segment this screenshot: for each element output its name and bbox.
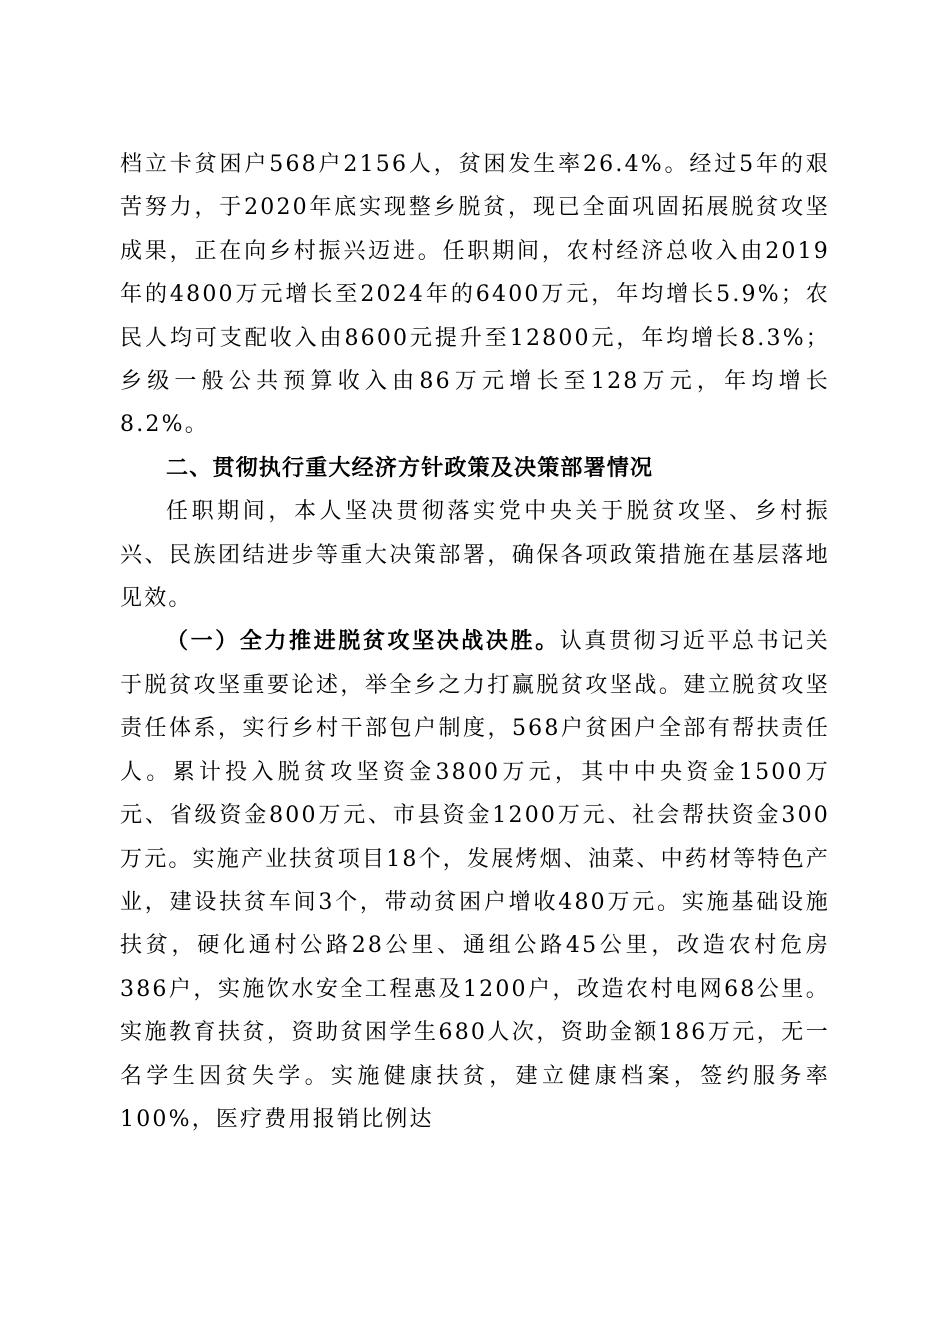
subsection-text: 认真贯彻习近平总书记关于脱贫攻坚重要论述，举全乡之力打赢脱贫攻坚战。建立脱贫攻坚责任体系，实行乡村干部包户制度，568户贫困户全部有帮扶责任人。累计投入脱贫攻坚资金3800万元，其中中央资金1500万元、省级资金800万元、市县资金1200万元、社会帮扶资金300万元。实施产业扶贫项目18个，发展烤烟、油菜、中药材等特色产业，建设扶贫车间3个，带动贫困户增收480万元。实施基础设施扶贫，硬化通村公路28公里、通组公路45公里，改造农村危房386户，实施饮水安全工程惠及1200户，改造农村电网68公里。实施教育扶贫，资助贫困学生680人次，资助金额186万元，无一名学生因贫失学。实施健康扶贫，建立健康档案，签约服务率100%，医疗费用报销比例达 bbox=[120, 629, 831, 1132]
section-heading: 二、贯彻执行重大经济方针政策及决策部署情况 bbox=[166, 454, 654, 481]
body-paragraph-subsection bbox=[120, 620, 830, 1141]
document-page bbox=[120, 143, 830, 1141]
subsection-title: （一）全力推进脱贫攻坚决战决胜。 bbox=[166, 628, 560, 655]
body-paragraph-continued: 档立卡贫困户568户2156人，贫困发生率26.4%。经过5年的艰苦努力，于2020年底实现整乡脱贫，现已全面巩固拓展脱贫攻坚成果，正在向乡村振兴迈进。任职期间，农村经济总收入由2019年的4800万元增长至2024年的6400万元，年均增长5.9%；农民人均可支配收入由8600元提升至12800元，年均增长8.3%；乡级一般公共预算收入由86万元增长至128万元，年均增长8.2%。 bbox=[120, 152, 830, 438]
body-paragraph-intro: 任职期间，本人坚决贯彻落实党中央关于脱贫攻坚、乡村振兴、民族团结进步等重大决策部署，确保各项政策措施在基层落地见效。 bbox=[120, 499, 830, 612]
